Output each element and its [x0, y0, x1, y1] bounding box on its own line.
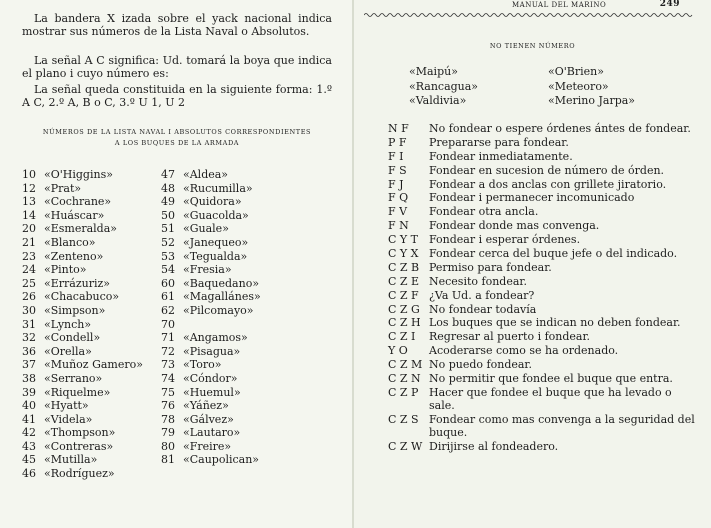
running-head-title: MANUAL DEL MARINO: [512, 1, 607, 9]
ship-name: «Prat»: [44, 181, 82, 195]
ship-number: 30: [22, 303, 36, 317]
ship-number: 20: [22, 222, 36, 236]
ship-number: 24: [22, 263, 36, 277]
ship-name: «Mutilla»: [44, 453, 98, 467]
running-header: [362, 0, 702, 12]
unnumbered-ship-name: «Meteoro»: [548, 79, 609, 93]
anchoring-signal-list: [388, 122, 700, 454]
signal-code: F S: [388, 163, 407, 177]
signal-meaning: Regresar al puerto i fondear.: [429, 330, 591, 344]
ship-entry: [161, 372, 261, 386]
ship-entry: [22, 182, 143, 196]
ship-entry: [22, 399, 143, 413]
signal-meaning: Permiso para fondear.: [429, 260, 552, 274]
ship-name: «Muñoz Gamero»: [44, 358, 143, 372]
ship-entry: [22, 467, 143, 481]
ship-entry: [22, 222, 143, 236]
signal-meaning: Fondear i esperar órdenes.: [429, 233, 581, 247]
signal-entry: [388, 440, 700, 453]
ship-name: «Tegualda»: [183, 249, 248, 263]
signal-meaning: Prepararse para fondear.: [429, 135, 569, 149]
signal-code: Y O: [388, 344, 408, 358]
signal-entry: [388, 164, 700, 177]
signal-entry: [388, 372, 700, 385]
ship-entry: [22, 195, 143, 209]
ship-name: «Yáñez»: [183, 399, 229, 413]
ship-number: 78: [161, 412, 175, 426]
ship-entry: [161, 413, 261, 427]
signal-entry: [388, 136, 700, 149]
signal-entry: [388, 219, 700, 232]
ship-entry: [161, 182, 261, 196]
signal-code: F N: [388, 219, 409, 233]
ship-number: 71: [161, 331, 175, 345]
signal-code: C Z N: [388, 372, 421, 386]
ship-number: 62: [161, 303, 175, 317]
ship-entry: [161, 453, 261, 467]
ship-name: «Blanco»: [44, 235, 96, 249]
signal-entry: [388, 191, 700, 204]
ship-name: «Freire»: [183, 439, 232, 453]
ship-entry: [22, 236, 143, 250]
ship-entry: [161, 236, 261, 250]
ship-entry: [161, 426, 261, 440]
ship-entry: [161, 209, 261, 223]
header-wavy-rule: [364, 12, 694, 18]
ship-name: «Gálvez»: [183, 412, 234, 426]
ship-name: «Rucumilla»: [183, 181, 253, 195]
ship-name: «Lautaro»: [183, 426, 241, 440]
ship-name: «Guale»: [183, 222, 229, 236]
signal-code: C Y X: [388, 247, 419, 261]
ship-number: 52: [161, 235, 175, 249]
ship-number: 23: [22, 249, 36, 263]
signal-entry: [388, 358, 700, 371]
signal-entry: [388, 178, 700, 191]
ship-entry: [161, 222, 261, 236]
ship-number: 26: [22, 290, 36, 304]
ship-name: «Baquedano»: [183, 276, 260, 290]
signal-code: C Z P: [388, 385, 419, 399]
ship-number-list-col1: [22, 168, 143, 481]
ship-number: 54: [161, 263, 175, 277]
signal-meaning: Fondear inmediatamente.: [429, 149, 573, 163]
ship-name: «Caupolican»: [183, 453, 260, 467]
signal-code: C Z S: [388, 413, 419, 427]
ship-entry: [22, 290, 143, 304]
signal-code: N F: [388, 122, 409, 135]
signal-meaning: Los buques que se indican no deben fondear.: [429, 316, 681, 330]
signal-code: P F: [388, 135, 407, 149]
ship-name: «Pisagua»: [183, 344, 241, 358]
ship-entry: [161, 318, 261, 332]
unnumbered-ships-left: [409, 65, 478, 109]
ship-entry: [22, 386, 143, 400]
ship-name: «Huemul»: [183, 385, 241, 399]
ship-name: «Errázuriz»: [44, 276, 111, 290]
ship-name: «Janequeo»: [183, 235, 249, 249]
ship-name: «Riquelme»: [44, 385, 111, 399]
signal-meaning: Fondear donde mas convenga.: [429, 219, 600, 233]
ship-entry: [161, 386, 261, 400]
ship-entry: [161, 263, 261, 277]
signal-entry: [388, 247, 700, 260]
ship-number: 48: [161, 181, 175, 195]
ship-name: «Pinto»: [44, 263, 87, 277]
ship-number: 81: [161, 453, 175, 467]
section-title: NÚMEROS DE LA LISTA NAVAL I ABSOLUTOS CORRESPONDIENTES A LOS BUQUES DE LA ARMADA: [42, 128, 312, 147]
page-number: 249: [659, 0, 680, 9]
ship-name: «Rodríguez»: [44, 467, 115, 481]
ship-name: «Guacolda»: [183, 208, 249, 222]
signal-entry: [388, 122, 700, 135]
ship-entry: [22, 372, 143, 386]
signal-ac-paragraph: La señal A C significa: Ud. tomará la boya que indica el plano i cuyo número es:: [22, 54, 332, 80]
ship-number: 75: [161, 385, 175, 399]
ship-entry: [22, 318, 143, 332]
ship-number: 13: [22, 195, 36, 209]
left-page: [0, 0, 352, 528]
signal-entry: [388, 303, 700, 316]
signal-entry: [388, 316, 700, 329]
signal-entry: [388, 330, 700, 343]
ship-number: 32: [22, 331, 36, 345]
ship-entry: [161, 168, 261, 182]
ship-entry: [22, 440, 143, 454]
signal-meaning: Necesito fondear.: [429, 274, 527, 288]
ship-number: 46: [22, 467, 36, 481]
signal-code: C Z I: [388, 330, 416, 344]
ship-entry: [161, 250, 261, 264]
ship-name: «Quidora»: [183, 195, 242, 209]
ship-entry: [22, 413, 143, 427]
intro-paragraph: La bandera X izada sobre el yack nacional indica mostrar sus números de la Lista Naval o Absolutos.: [22, 12, 332, 38]
ship-name: «Thompson»: [44, 426, 116, 440]
signal-entry: [388, 233, 700, 246]
ship-entry: [22, 426, 143, 440]
ship-number: 37: [22, 358, 36, 372]
ship-name: «Magallánes»: [183, 290, 261, 304]
ship-number-list-col2: [161, 168, 261, 467]
ship-entry: [22, 277, 143, 291]
ship-number: 45: [22, 453, 36, 467]
signal-code: F J: [388, 177, 404, 191]
signal-meaning: No permitir que fondee el buque que entra.: [429, 372, 673, 386]
ship-number: 76: [161, 399, 175, 413]
signal-code: F Q: [388, 191, 409, 205]
ship-entry: [22, 304, 143, 318]
signal-code: F I: [388, 149, 404, 163]
signal-entry: [388, 344, 700, 357]
ship-number: 70: [161, 317, 175, 331]
signal-entry: [388, 275, 700, 288]
signal-meaning: Fondear a dos anclas con grillete jiratorio.: [429, 177, 667, 191]
ship-number: 60: [161, 276, 175, 290]
ship-name: «Videla»: [44, 412, 93, 426]
ship-entry: [22, 453, 143, 467]
ship-entry: [161, 399, 261, 413]
ship-name: «O'Higgins»: [44, 168, 113, 181]
ship-number: 74: [161, 371, 175, 385]
signal-code: C Z B: [388, 260, 420, 274]
ship-name: «Hyatt»: [44, 399, 89, 413]
ship-entry: [161, 290, 261, 304]
ship-number: 53: [161, 249, 175, 263]
signal-entry: [388, 261, 700, 274]
ship-entry: [161, 331, 261, 345]
signal-code: C Z F: [388, 288, 419, 302]
ship-entry: [161, 304, 261, 318]
ship-entry: [22, 168, 143, 182]
signal-entry: [388, 386, 700, 413]
ship-name: «Huáscar»: [44, 208, 105, 222]
ship-number: 72: [161, 344, 175, 358]
signal-meaning: Hacer que fondee el buque que ha levado o sale.: [429, 385, 672, 413]
ship-entry: [161, 345, 261, 359]
signal-meaning: Fondear i permanecer incomunicado: [429, 191, 635, 205]
signal-code: C Z E: [388, 274, 420, 288]
signal-code: C Y T: [388, 233, 419, 247]
ship-number: 79: [161, 426, 175, 440]
ship-entry: [22, 209, 143, 223]
ship-name: «Esmeralda»: [44, 222, 118, 236]
ship-number: 39: [22, 385, 36, 399]
ship-number: 40: [22, 399, 36, 413]
ship-entry: [22, 331, 143, 345]
ship-number: 61: [161, 290, 175, 304]
ship-entry: [22, 250, 143, 264]
signal-code: C Z W: [388, 440, 423, 454]
ship-number: 43: [22, 439, 36, 453]
ship-name: «Chacabuco»: [44, 290, 120, 304]
signal-meaning: No puedo fondear.: [429, 358, 532, 372]
ship-name: «Contreras»: [44, 439, 114, 453]
signal-code: C Z G: [388, 302, 420, 316]
ship-name: «Zenteno»: [44, 249, 104, 263]
signal-meaning: ¿Va Ud. a fondear?: [429, 288, 535, 302]
signal-code: F V: [388, 205, 408, 219]
ship-name: «Toro»: [183, 358, 222, 372]
ship-number: 50: [161, 208, 175, 222]
unnumbered-ship-name: «Merino Jarpa»: [548, 94, 636, 107]
signal-meaning: Fondear como mas convenga a la seguridad del buque.: [429, 413, 695, 440]
ship-entry: [22, 345, 143, 359]
signal-meaning: Fondear cerca del buque jefe o del indicado.: [429, 247, 678, 261]
signal-meaning: Dirijirse al fondeadero.: [429, 440, 559, 454]
ship-name: «Cochrane»: [44, 195, 112, 209]
signal-meaning: No fondear o espere órdenes ántes de fondear.: [429, 122, 691, 135]
unnumbered-subheading: NO TIENEN NÚMERO: [489, 42, 576, 50]
ship-name: «Cóndor»: [183, 371, 238, 385]
signal-meaning: Fondear otra ancla.: [429, 205, 539, 219]
ship-number: 49: [161, 195, 175, 209]
ship-entry: [161, 358, 261, 372]
signal-code: C Z M: [388, 358, 423, 372]
signal-entry: [388, 150, 700, 163]
ship-number: 42: [22, 426, 36, 440]
ship-number: 38: [22, 371, 36, 385]
ship-number: 21: [22, 235, 36, 249]
ship-number: 47: [161, 168, 175, 181]
ship-number: 12: [22, 181, 36, 195]
ship-name: «Simpson»: [44, 303, 106, 317]
ship-entry: [161, 440, 261, 454]
ship-number: 31: [22, 317, 36, 331]
ship-number: 36: [22, 344, 36, 358]
right-page: [354, 0, 711, 528]
ship-number: 41: [22, 412, 36, 426]
signal-meaning: Acoderarse como se ha ordenado.: [429, 344, 619, 358]
ship-entry: [22, 358, 143, 372]
ship-entry: [161, 195, 261, 209]
ship-entry: [161, 277, 261, 291]
ship-name: «Fresia»: [183, 263, 232, 277]
ship-number: 80: [161, 439, 175, 453]
ship-name: «Pilcomayo»: [183, 303, 254, 317]
signal-entry: [388, 413, 700, 440]
ship-number: 73: [161, 358, 175, 372]
unnumbered-ship-name: «O'Brien»: [548, 65, 604, 78]
ship-entry: [22, 263, 143, 277]
ship-name: «Condell»: [44, 331, 101, 345]
ship-name: «Aldea»: [183, 168, 229, 181]
unnumbered-ships-right: [548, 65, 635, 109]
unnumbered-ship-name: «Valdivia»: [409, 94, 467, 107]
signal-form-paragraph: La señal queda constituida en la siguiente forma: 1.º A C, 2.º A, B o C, 3.º U 1, U 2: [22, 83, 332, 109]
unnumbered-ship-name: «Rancagua»: [409, 79, 479, 93]
signal-meaning: No fondear todavía: [429, 302, 537, 316]
signal-code: C Z H: [388, 316, 421, 330]
ship-number: 10: [22, 168, 36, 181]
ship-name: «Serrano»: [44, 371, 103, 385]
ship-name: «Lynch»: [44, 317, 92, 331]
ship-number: 25: [22, 276, 36, 290]
ship-name: «Angamos»: [183, 331, 248, 345]
ship-name: «Orella»: [44, 344, 92, 358]
signal-entry: [388, 289, 700, 302]
ship-number: 14: [22, 208, 36, 222]
ship-number: 51: [161, 222, 175, 236]
signal-meaning: Fondear en sucesion de número de órden.: [429, 163, 665, 177]
unnumbered-ship-name: «Maipú»: [409, 65, 458, 78]
signal-entry: [388, 205, 700, 218]
